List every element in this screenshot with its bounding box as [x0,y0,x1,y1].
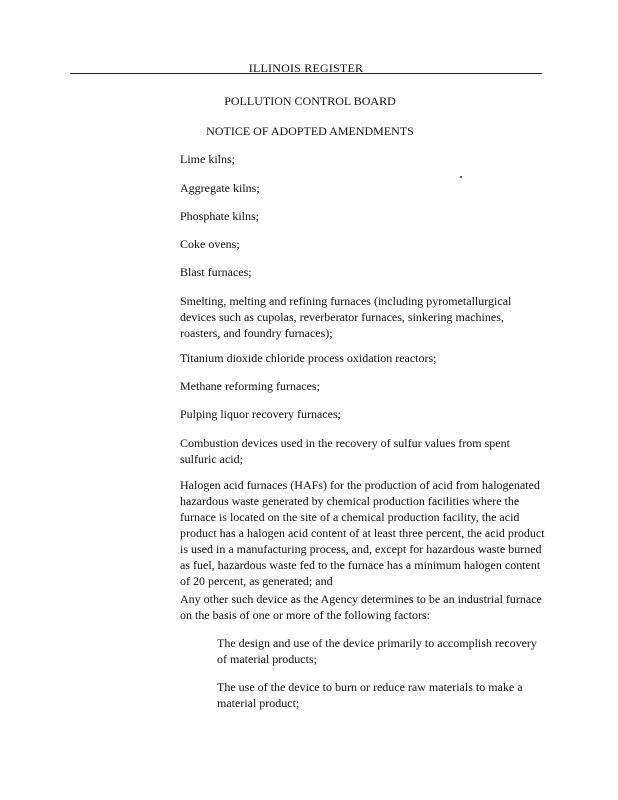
list-item: Phosphate kilns; [180,209,260,223]
board-name: POLLUTION CONTROL BOARD [224,94,396,108]
factor-item: The use of the device to burn or reduce raw materials to make a material product; [217,680,523,710]
notice-heading: NOTICE OF ADOPTED AMENDMENTS [206,124,414,138]
list-item: Methane reforming furnaces; [180,379,320,393]
factor-item: The design and use of the device primarily to accomplish recovery of material products; [217,636,537,666]
list-item: Smelting, melting and refining furnaces (including pyrometallurgical devices such as cupolas, reverberator furnaces, sinkering machines, roasters, and foundry furnaces); [180,294,512,340]
list-item: Coke ovens; [180,237,240,251]
list-item: Blast furnaces; [180,265,252,279]
list-item: Lime kilns; [180,152,235,166]
list-item: Aggregate kilns; [180,181,260,195]
list-item: Combustion devices used in the recovery of sulfur values from spent sulfuric acid; [180,436,510,466]
register-title: ILLINOIS REGISTER [248,61,364,75]
scan-speck [460,176,462,178]
list-item: Any other such device as the Agency determines to be an industrial furnace on the basis of one or more of the following factors: [180,592,542,622]
header-divider [70,73,542,74]
list-item: Titanium dioxide chloride process oxidation reactors; [180,351,437,365]
list-item: Halogen acid furnaces (HAFs) for the production of acid from halogenated hazardous waste generated by chemical production facilities where the furnace is located on the site of a chemical production facility, the acid product has a halogen acid content of at least three percent, the acid product is used in a manufacturing process, and, except for hazardous waste burned as fuel, hazardous waste fed to the furnace has a minimum halogen content of 20 percent, as generated; and [180,478,545,588]
list-item: Pulping liquor recovery furnaces; [180,407,341,421]
